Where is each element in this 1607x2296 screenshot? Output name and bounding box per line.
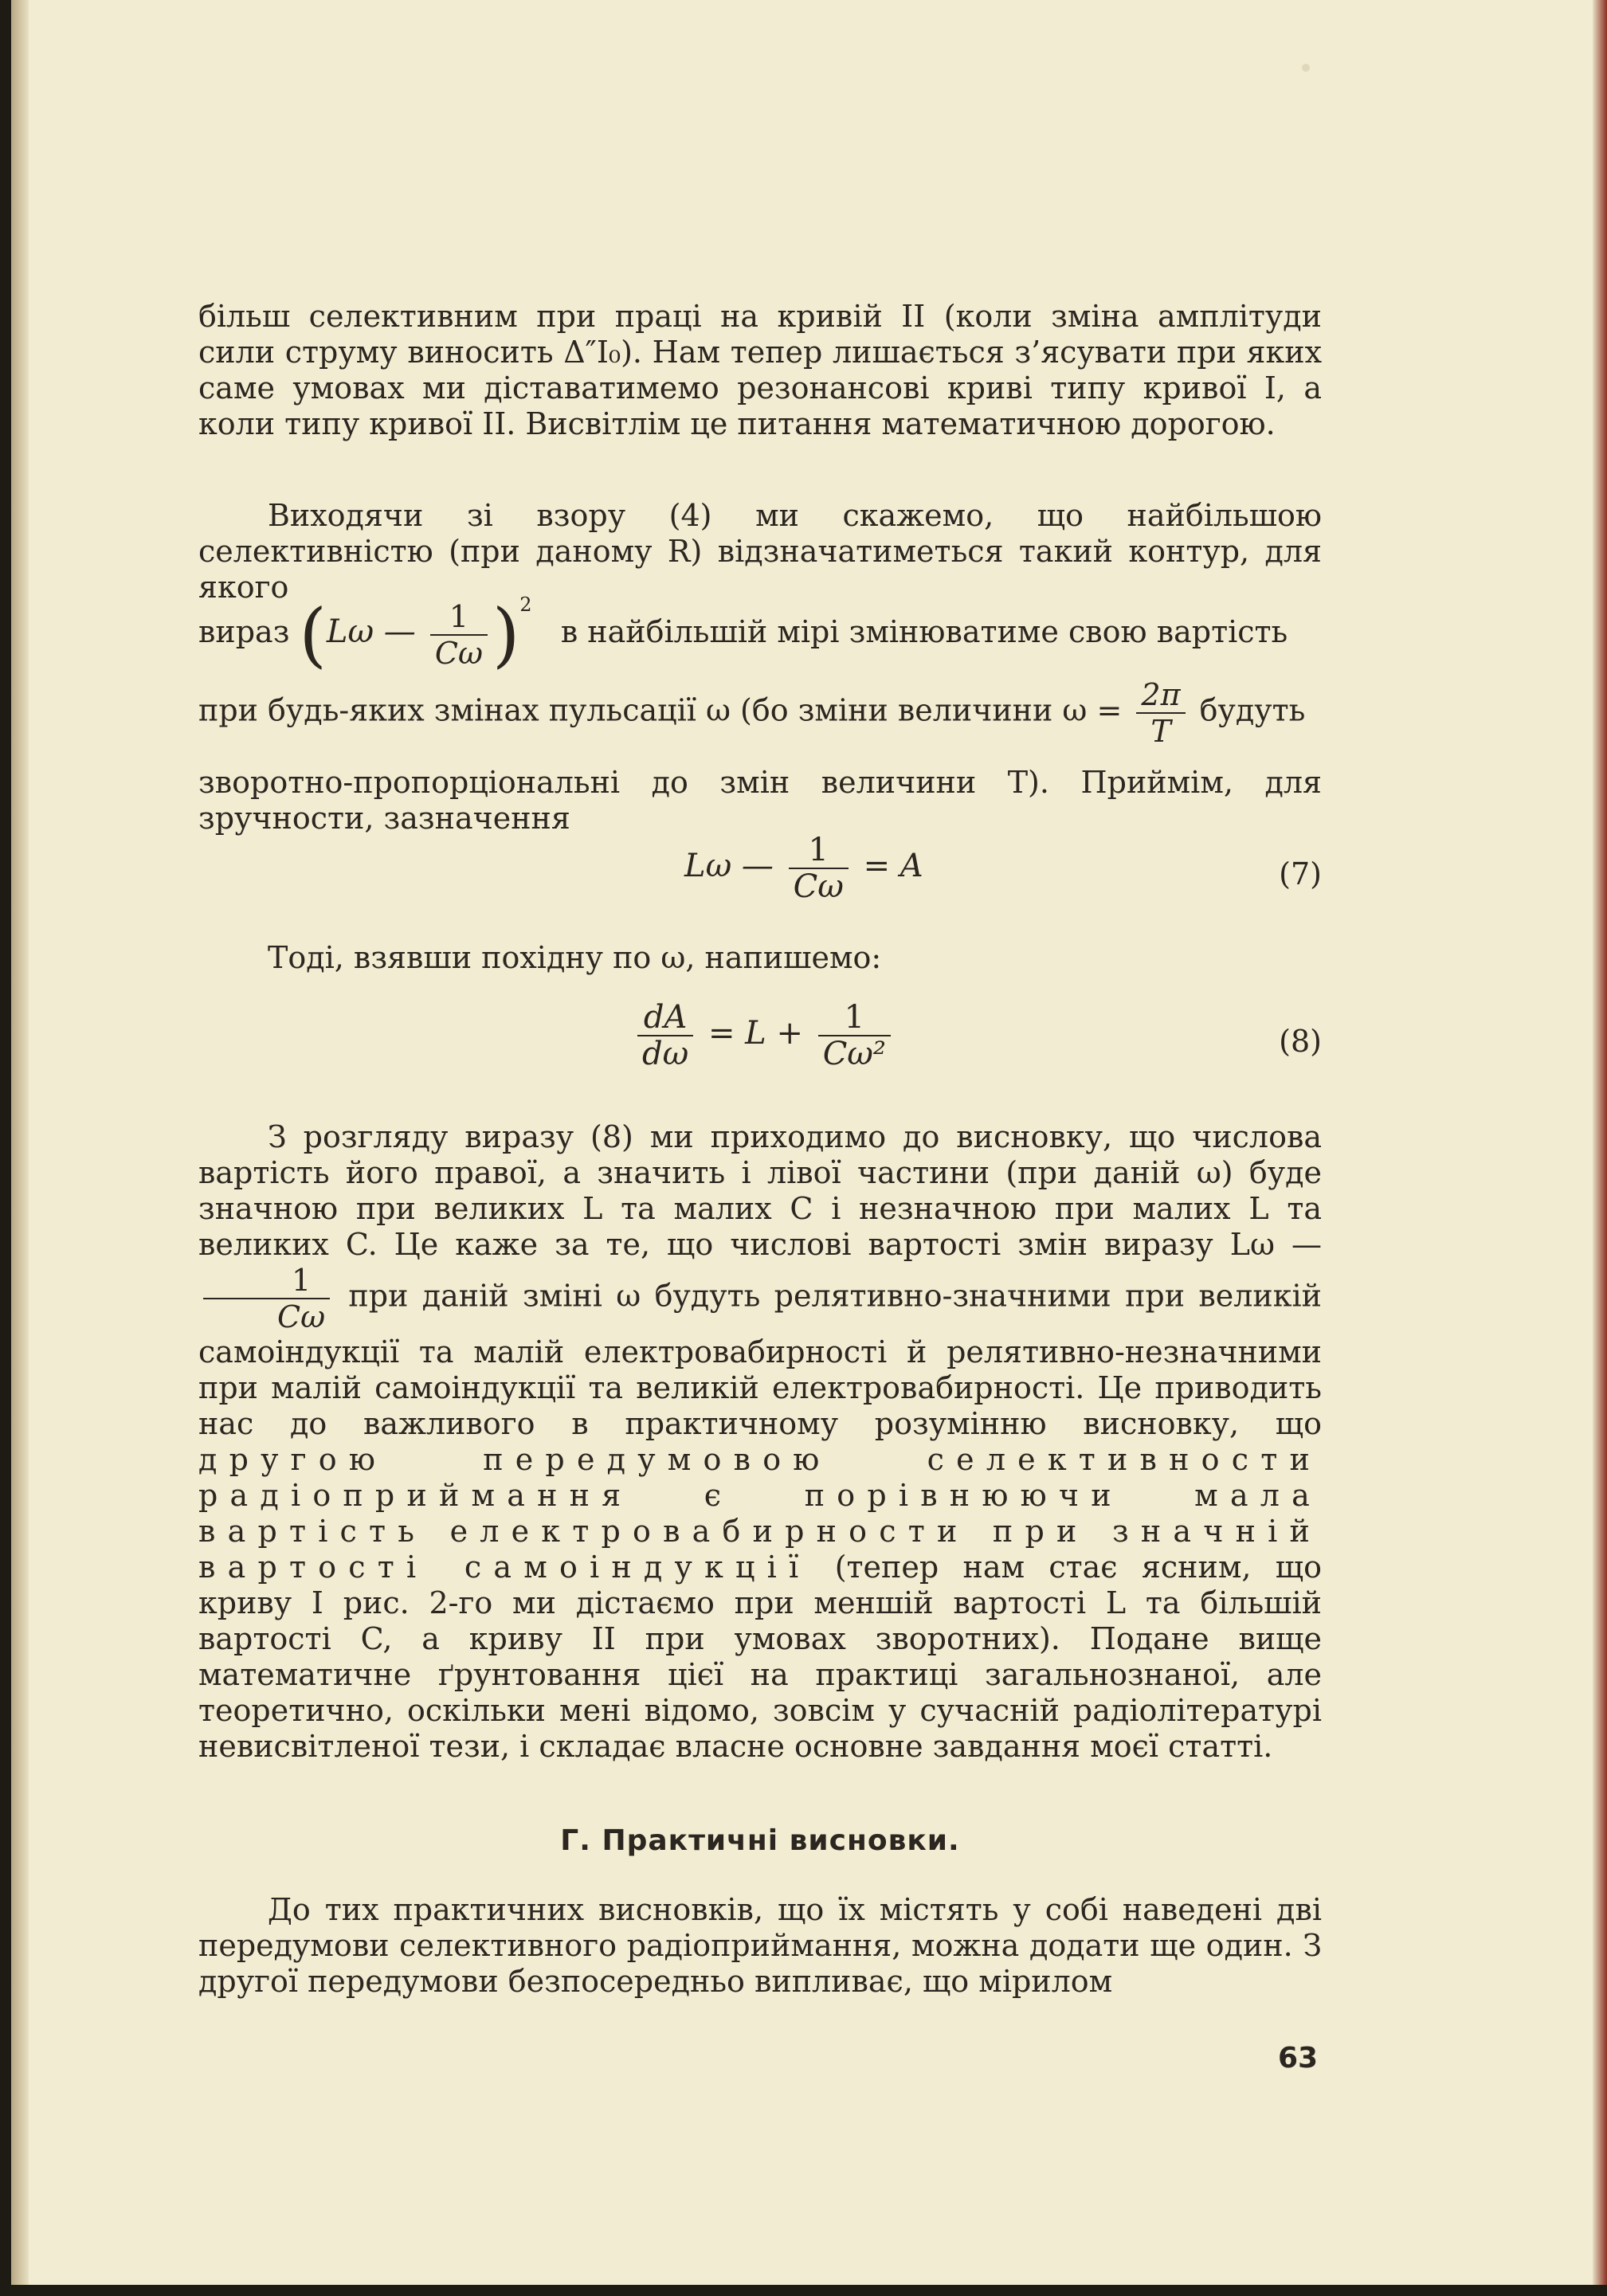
equation-7	[198, 833, 1322, 920]
paper-speck	[1302, 64, 1310, 72]
exponent-2: 2	[519, 594, 532, 616]
page	[11, 0, 1599, 2285]
paragraph-6	[198, 1892, 1322, 2000]
expression-prefix: вираз	[198, 614, 290, 649]
eq7-fraction: $\frac{1}{C\omega}$	[789, 833, 849, 904]
paragraph-1-text: більш селективним при праці на кривій II (коли зміна амплітуди сили струму виносить Δ″I₀). Нам тепер лишається з’ясувати при яких саме умовах ми діставатимемо резонансові криві типу кривої I, а коли типу кривої II. Висвітлім це питання математичною дорогою.	[198, 299, 1322, 441]
eq8-derivative: $\frac{dA}{d\omega}$	[637, 1000, 693, 1072]
eq7-lhs: Lω —	[684, 848, 774, 884]
section-heading: Г. Практичні висновки.	[560, 1824, 960, 1857]
eq8-label: (8)	[1279, 1024, 1322, 1059]
paragraph-5-b: при даній зміні ω будуть релятивно-значними при великій самоіндукції та малій електровабирності й релятивно-незначними при малій самоіндукції та великій електровабирності. Це приводить нас до важливого в практичному розумінню висновку, що	[198, 1278, 1322, 1441]
paragraph-5	[198, 1119, 1322, 1765]
equation-8	[198, 1000, 1322, 1087]
fraction-2pi-over-T: $\frac{2\pi}{T}$	[1136, 677, 1185, 749]
page-number: 63	[1278, 2042, 1319, 2075]
paren-close: )	[492, 594, 520, 676]
paragraph-3-b: будуть	[1199, 692, 1306, 728]
page-edge-right	[1593, 0, 1607, 2285]
paragraph-5-fraction: $\frac{1}{C\omega}$	[203, 1263, 330, 1334]
page-edge-left	[11, 0, 29, 2285]
paragraph-5-a: З розгляду виразу (8) ми приходимо до висновку, що числова вартість його правої, а значить і лівої частини (при даній ω) буде значною при великих L та малих C і незначною при малих L та великих C. Це каже за те, що числові вартості змін виразу Lω —	[198, 1119, 1322, 1262]
paragraph-3-rest	[198, 765, 1322, 837]
paragraph-2-text: Виходячи зі взору (4) ми скажемо, що найбільшою селективністю (при даному R) відзначатиметься такий контур, для якого	[198, 498, 1322, 605]
paragraph-1	[198, 299, 1322, 442]
paragraph-3-c: зворотно-пропорціональні до змін величини T). Приймім, для зручности, зазначення	[198, 765, 1322, 836]
expression-suffix: в найбільшій мірі змінюватиме свою вартість	[560, 614, 1288, 649]
paragraph-4	[198, 940, 1322, 976]
paragraph-3-line-1	[198, 677, 1322, 749]
paragraph-6-text: До тих практичних висновків, що їх містять у собі наведені дві передумови селективного радіоприймання, можна додати ще один. З другої передумови безпосередньо випливає, що мірилом	[198, 1892, 1322, 1999]
paragraph-3-a: при будь-яких змінах пульсації ω (бо зміни величини ω =	[198, 692, 1123, 728]
eq7-rhs: = A	[863, 848, 923, 884]
paragraph-5-c: (тепер нам стає ясним, що криву I рис. 2-го ми дістаємо при меншій вартості L та більшій вартості C, а криву II при умовах зворотних). Подане вище математичне ґрунтовання цієї на практиці загальнознаної, але теоретично, оскільки мені відомо, зовсім у сучасній радіолітературі невисвітленої тези, і складає власне основне завдання моєї статті.	[198, 1550, 1322, 1764]
eq8-fraction: $\frac{1}{\text{Cω²}}$	[818, 1000, 891, 1072]
paren-open: (	[299, 594, 327, 676]
expression-line: вираз (Lω — $\frac{1}{C\omega}$ )$^2$ в найбільшій мірі змінюватиме свою вартість	[198, 594, 1288, 676]
paragraph-5-spaced: другою передумовою селективности радіоприймання є порівнюючи мала вартість електровабирности при значній вартості самоіндукції	[198, 1442, 1322, 1585]
paragraph-2	[198, 498, 1322, 605]
eq7-label: (7)	[1279, 856, 1322, 891]
paragraph-4-text: Тоді, взявши похідну по ω, напишемо:	[268, 940, 882, 975]
fraction-1-over-Comega: $\frac{1}{C\omega}$	[430, 599, 488, 671]
eq8-middle: = L +	[707, 1015, 803, 1052]
